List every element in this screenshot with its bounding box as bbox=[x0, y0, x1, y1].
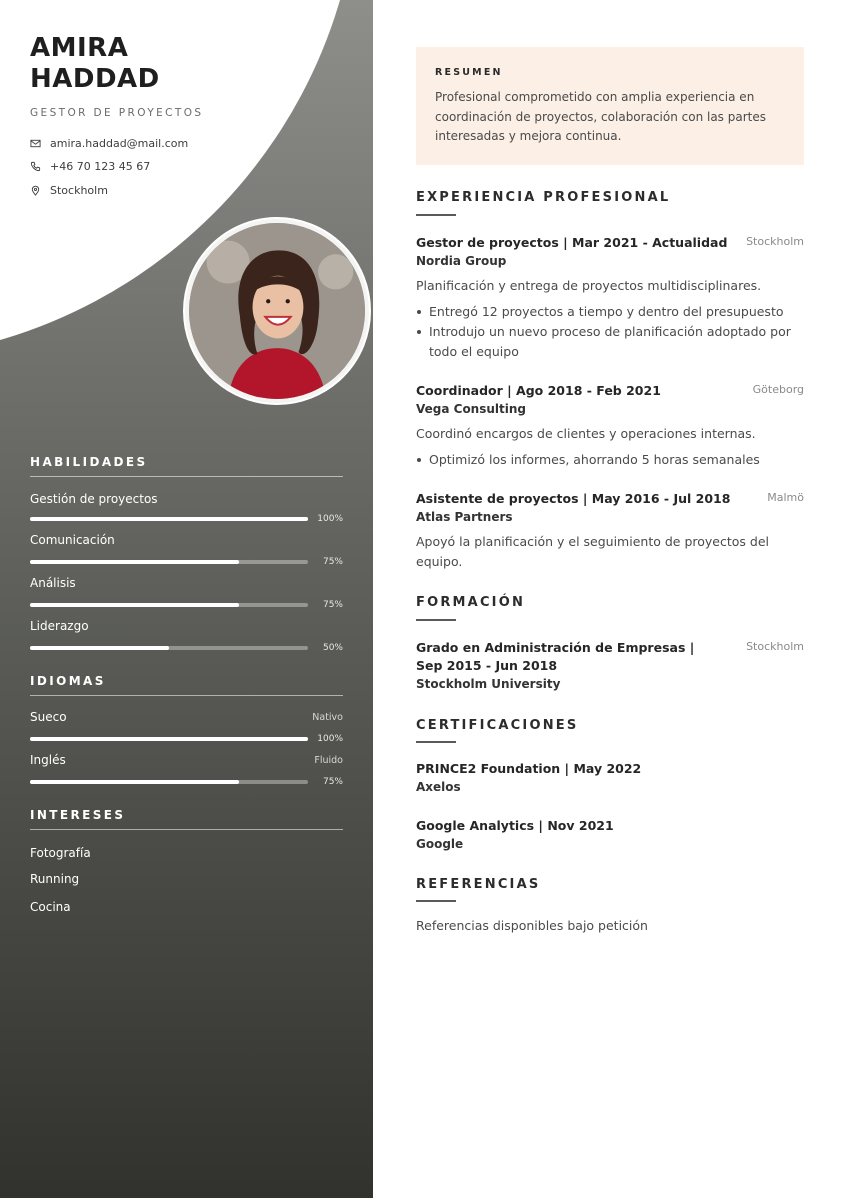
skill-bar bbox=[30, 646, 308, 650]
experience-item bbox=[416, 490, 804, 572]
role-city: Göteborg bbox=[752, 383, 804, 396]
language-percent: 100% bbox=[317, 734, 343, 744]
references-heading: REFERENCIAS bbox=[416, 877, 541, 892]
skill-item bbox=[30, 533, 343, 567]
language-bar-fill bbox=[30, 737, 308, 741]
skill-bar bbox=[30, 560, 308, 564]
language-label: Sueco bbox=[30, 710, 67, 724]
contact-phone[interactable] bbox=[30, 160, 150, 173]
certification-item bbox=[416, 760, 804, 794]
skill-percent: 100% bbox=[317, 514, 343, 524]
education-city: Stockholm bbox=[746, 640, 804, 653]
skill-item bbox=[30, 492, 343, 524]
section-underline bbox=[416, 900, 456, 902]
skill-item bbox=[30, 576, 343, 610]
language-item bbox=[30, 710, 343, 744]
skill-label: Comunicación bbox=[30, 533, 115, 547]
job-title: GESTOR DE PROYECTOS bbox=[30, 107, 204, 119]
skill-bar bbox=[30, 603, 308, 607]
contact-location bbox=[30, 184, 108, 197]
education-dates: Sep 2015 - Jun 2018 bbox=[416, 658, 558, 673]
education-heading: FORMACIÓN bbox=[416, 595, 526, 610]
phone-icon bbox=[30, 161, 41, 172]
certification-issuer: Axelos bbox=[416, 780, 461, 794]
location-text: Stockholm bbox=[50, 184, 108, 197]
sidebar bbox=[0, 0, 373, 1198]
profile-photo bbox=[183, 217, 371, 405]
language-proficiency: Fluido bbox=[314, 755, 343, 766]
location-pin-icon bbox=[30, 185, 41, 196]
interest-item: Cocina bbox=[30, 900, 71, 914]
skills-heading: HABILIDADES bbox=[30, 455, 343, 477]
skill-bar-fill bbox=[30, 646, 169, 650]
section-underline bbox=[416, 741, 456, 743]
role-city: Malmö bbox=[767, 491, 804, 504]
skill-bar-fill bbox=[30, 517, 308, 521]
summary-heading: RESUMEN bbox=[435, 67, 503, 78]
skill-percent: 50% bbox=[322, 643, 343, 653]
role-achievements bbox=[416, 302, 804, 362]
email-text: amira.haddad@mail.com bbox=[50, 137, 189, 150]
certifications-heading: CERTIFICACIONES bbox=[416, 718, 579, 733]
education-item bbox=[416, 639, 804, 691]
language-proficiency: Nativo bbox=[312, 712, 343, 723]
role-title: Gestor de proyectos | Mar 2021 - Actualidad bbox=[416, 235, 728, 250]
language-bar bbox=[30, 737, 308, 741]
certification-title: Google Analytics | Nov 2021 bbox=[416, 818, 614, 833]
name-last: HADDAD bbox=[30, 64, 160, 94]
education-institution: Stockholm University bbox=[416, 677, 561, 691]
skill-percent: 75% bbox=[322, 557, 343, 567]
certification-issuer: Google bbox=[416, 837, 464, 851]
experience-item bbox=[416, 234, 804, 362]
experience-item bbox=[416, 382, 804, 470]
summary-box bbox=[416, 47, 804, 165]
education-title: Grado en Administración de Empresas | bbox=[416, 640, 695, 655]
role-title: Coordinador | Ago 2018 - Feb 2021 bbox=[416, 383, 661, 398]
achievement-bullet: Introdujo un nuevo proceso de planificación adoptado por todo el equipo bbox=[416, 322, 804, 362]
achievement-bullet: Entregó 12 proyectos a tiempo y dentro del presupuesto bbox=[416, 302, 804, 322]
name-first: AMIRA bbox=[30, 33, 129, 63]
skill-label: Liderazgo bbox=[30, 619, 89, 633]
role-company: Nordia Group bbox=[416, 254, 507, 268]
language-bar-fill bbox=[30, 780, 239, 784]
interest-item: Running bbox=[30, 872, 80, 886]
skill-label: Análisis bbox=[30, 576, 76, 590]
contact-email[interactable] bbox=[30, 137, 188, 150]
skill-item bbox=[30, 619, 343, 653]
role-company: Atlas Partners bbox=[416, 510, 513, 524]
interest-item: Fotografía bbox=[30, 846, 91, 860]
experience-heading: EXPERIENCIA PROFESIONAL bbox=[416, 190, 671, 205]
interests-heading: INTERESES bbox=[30, 808, 343, 830]
role-company: Vega Consulting bbox=[416, 402, 527, 416]
mail-icon bbox=[30, 138, 41, 149]
section-underline bbox=[416, 619, 456, 621]
role-description: Coordinó encargos de clientes y operaciones internas. bbox=[416, 426, 756, 441]
language-percent: 75% bbox=[322, 777, 343, 787]
role-title: Asistente de proyectos | May 2016 - Jul 2018 bbox=[416, 491, 731, 506]
certification-item bbox=[416, 817, 804, 851]
languages-heading: IDIOMAS bbox=[30, 674, 343, 696]
role-description: Apoyó la planificación y el seguimiento de proyectos del equipo. bbox=[416, 534, 769, 569]
skill-label: Gestión de proyectos bbox=[30, 492, 158, 506]
summary-text: Profesional comprometido con amplia experiencia en coordinación de proyectos, colaboración con las partes interesadas y mejora continua. bbox=[435, 90, 766, 143]
role-city: Stockholm bbox=[746, 235, 804, 248]
candidate-name bbox=[30, 33, 160, 95]
language-bar bbox=[30, 780, 308, 784]
skill-percent: 75% bbox=[322, 600, 343, 610]
profile-photo-image bbox=[189, 223, 365, 399]
language-label: Inglés bbox=[30, 753, 66, 767]
references-text: Referencias disponibles bajo petición bbox=[416, 918, 648, 933]
section-underline bbox=[416, 214, 456, 216]
skill-bar-fill bbox=[30, 603, 239, 607]
phone-text: +46 70 123 45 67 bbox=[50, 160, 151, 173]
skill-bar-fill bbox=[30, 560, 239, 564]
language-item bbox=[30, 753, 343, 787]
role-achievements bbox=[416, 450, 804, 470]
certification-title: PRINCE2 Foundation | May 2022 bbox=[416, 761, 642, 776]
achievement-bullet: Optimizó los informes, ahorrando 5 horas semanales bbox=[416, 450, 804, 470]
skill-bar bbox=[30, 517, 308, 521]
role-description: Planificación y entrega de proyectos multidisciplinares. bbox=[416, 278, 762, 293]
